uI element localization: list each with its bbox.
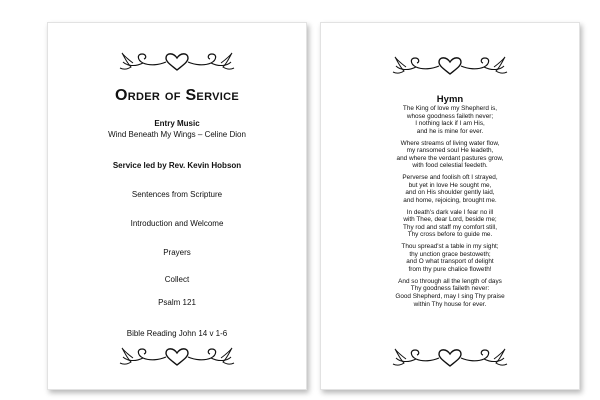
service-item: Introduction and Welcome (130, 219, 224, 228)
heart-scroll-ornament-icon (117, 344, 237, 368)
hymn-line: and O what transport of delight (406, 258, 494, 266)
service-item: Collect (164, 275, 190, 284)
hymn-line: and home, rejoicing, brought me. (403, 196, 497, 204)
entry-music-detail: Wind Beneath My Wings – Celine Dion (108, 130, 246, 139)
hymn-title: Hymn (436, 94, 464, 105)
hymn-line: with food celestial feedeth. (412, 162, 488, 170)
service-item: Psalm 121 (158, 298, 196, 307)
hymn-line: Thy rod and staff my comfort still, (403, 223, 497, 231)
hymn-line: Where streams of living water flow, (400, 139, 500, 147)
hymn-line: Thy goodness faileth never: (410, 285, 490, 293)
hymn-stanza (321, 105, 579, 135)
hymn-stanza (321, 174, 579, 204)
hymn-line: and he is mine for ever. (416, 127, 484, 135)
service-item: Bible Reading John 14 v 1-6 (126, 329, 228, 338)
hymn-line: The King of love my Shepherd is, (402, 105, 498, 112)
hymn-line: Thou spread'st a table in my sight; (401, 243, 499, 251)
hymn-page (320, 22, 580, 390)
order-of-service-page (47, 22, 307, 390)
hymn-stanza (321, 140, 579, 170)
hymn-line: and on His shoulder gently laid, (405, 189, 495, 197)
service-item: Sentences from Scripture (131, 190, 223, 199)
hymn-line: And so through all the length of days (398, 277, 502, 285)
hymn-line: Thy cross before to guide me. (407, 231, 493, 239)
page-title: Order of Service (114, 87, 239, 104)
heart-scroll-ornament-icon (117, 49, 237, 73)
hymn-line: In death's dark vale I fear no ill (406, 208, 494, 216)
hymn-line: from thy pure chalice floweth! (408, 266, 492, 274)
heart-scroll-ornament-icon (390, 53, 510, 77)
hymn-line: with Thee, dear Lord, beside me; (403, 216, 497, 224)
service-item: Prayers (163, 248, 191, 257)
hymn-lyrics (321, 105, 579, 312)
hymn-stanza (321, 278, 579, 308)
service-leader: Service led by Rev. Kevin Hobson (112, 161, 242, 170)
hymn-stanza (321, 243, 579, 273)
hymn-line: whose goodness faileth never; (406, 112, 494, 120)
hymn-stanza (321, 209, 579, 239)
heart-scroll-ornament-icon (390, 345, 510, 369)
hymn-line: thy unction grace bestoweth; (409, 250, 491, 258)
entry-music-label: Entry Music (154, 119, 200, 128)
hymn-line: my ransomed soul He leadeth, (406, 147, 494, 155)
hymn-line: and where the verdant pastures grow, (396, 154, 504, 162)
hymn-line: within Thy house for ever. (413, 300, 487, 308)
hymn-line: Perverse and foolish oft I strayed, (402, 174, 498, 182)
hymn-line: I nothing lack if I am His, (415, 120, 485, 128)
hymn-line: but yet in love He sought me, (408, 181, 492, 189)
hymn-line: Good Shepherd, may I sing Thy praise (395, 293, 505, 300)
